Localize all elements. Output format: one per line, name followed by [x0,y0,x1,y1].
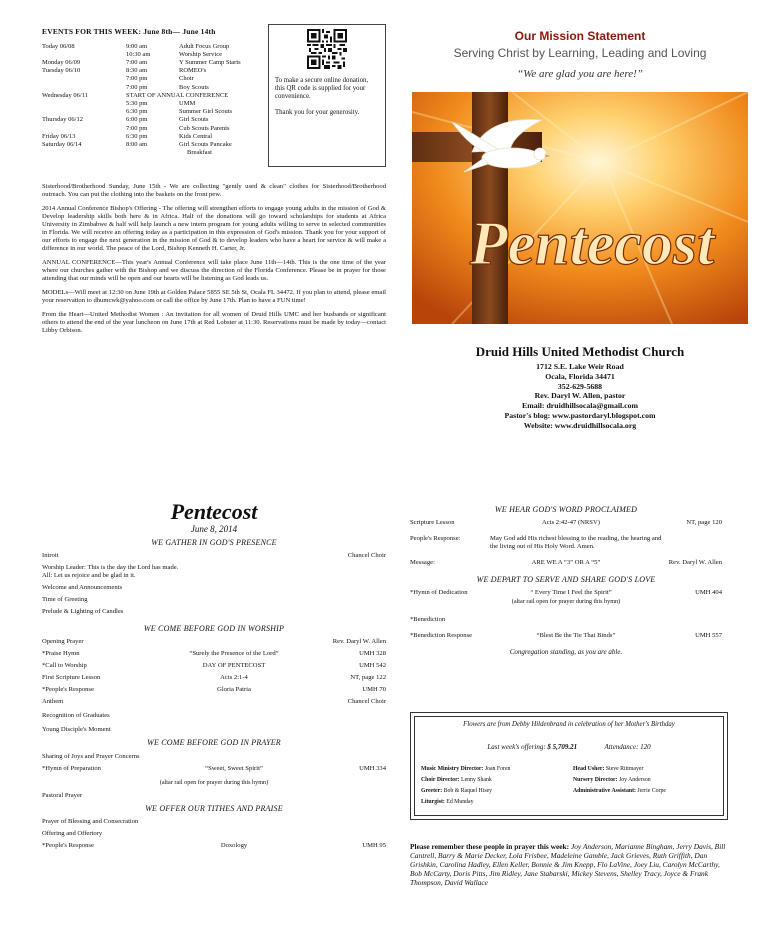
order-row [42,552,386,560]
item-label: *Hymn of Preparation [42,764,101,772]
church-city: Ocala, Florida 34471 [545,371,615,381]
event-time: 6:30 pm [126,108,148,116]
event-time: 6:00 pm [126,116,148,124]
church-phone: 352-629-5688 [557,381,603,391]
service-date: June 8, 2014 [190,524,238,534]
event-time: 7:00 pm [126,124,148,132]
cover-title-text: Pentecost [469,210,715,278]
item-ref: UMH 328 [359,650,386,658]
event-row [42,125,266,133]
section-heading-prayer: WE COME BEFORE GOD IN PRAYER [147,738,281,748]
event-row [42,133,266,141]
call-all-line: All: Let us rejoice and be glad in it. [42,572,136,580]
staff-item [573,776,717,785]
staff-role: Head Usher: [573,765,605,772]
event-name: Breakfast [187,149,212,157]
event-time: 7:00 am [126,59,148,67]
order-row: Time of Greeting [42,596,88,604]
item-title: May God add His richest blessing to the reading, the hearing and the living out of His Holy Word. Amen. [490,535,662,551]
event-name: ROMEO's [179,67,207,75]
offering-value: $ 5,709.21 [547,742,578,751]
offering-attendance [421,743,717,751]
event-time: 7:00 pm [126,83,148,91]
item-ref: UMH 334 [359,764,386,772]
event-name: Girl Scouts Pancake [179,141,232,149]
staff-item [573,765,717,774]
qr-code-icon[interactable] [307,29,347,69]
attendance-value: 120 [640,742,651,751]
staff-person: Steve Rittmayer [605,765,644,772]
order-row: Recognition of Graduates [42,712,110,720]
item-ref: Rev. Daryl W. Allen [332,638,386,646]
event-name: Y Summer Camp Starts [179,59,241,67]
order-row [42,698,386,706]
staff-role: Music Ministry Director: [421,765,484,772]
event-day: Thursday 06/12 [42,116,83,124]
order-row [42,842,386,850]
event-time: 8:00 am [126,141,148,149]
event-day [42,100,126,108]
event-row [42,43,266,51]
events-section [42,28,266,157]
event-name: Cub Scouts Parents [179,124,230,132]
church-pastor: Rev. Daryl W. Allen, pastor [534,391,626,401]
item-ref: Chancel Choir [347,698,386,706]
staff-role: Choir Director: [421,776,460,783]
event-time: 8:30 am [126,67,148,75]
item-title: “Sweet, Sweet Spirit” [205,764,263,772]
event-day [42,51,126,59]
order-row [42,564,386,580]
event-day [42,149,126,157]
order-row [42,638,386,646]
staff-item [421,787,565,796]
call-leader-line: Worship Leader: This is the day the Lord has made. [42,564,179,572]
item-title: Doxology [220,841,248,849]
event-time: 5:30 pm [126,100,148,108]
staff-person: Joy Anderson [618,776,651,783]
event-time: 10:30 am [126,50,151,58]
item-ref: UMH 70 [362,686,386,694]
section-heading-word: WE HEAR GOD'S WORD PROCLAIMED [494,505,638,514]
event-name: Adult Focus Group [179,42,230,50]
event-time [126,149,179,157]
staff-person: Lenny Shank [461,776,492,783]
church-name: Druid Hills United Methodist Church [475,344,685,359]
staff-person: Bob & Raquel Hisey [443,787,493,794]
staff-role: Nursery Director: [573,776,618,783]
order-row [42,765,386,773]
qr-instructions: To make a secure online donation, this QR code is supplied for your convenience. [275,77,369,100]
staff-role: Administrative Assistant: [573,787,636,794]
attendance-label: Attendance: [604,742,639,751]
offering-label: Last week's offering: [487,742,546,751]
event-row [42,108,266,116]
item-title: “Surely the Presence of the Lord” [189,650,279,658]
prayer-lead: Please remember these people in prayer this week: [410,842,570,851]
staff-role: Liturgist: [421,798,445,805]
event-row [42,92,266,100]
church-info [410,345,750,431]
item-label: Anthem [42,698,64,706]
events-title: EVENTS FOR THIS WEEK: June 8th— June 14th [42,27,216,36]
order-row: Welcome and Announcements [42,584,123,592]
event-name: UMM [179,100,196,108]
event-day: Saturday 06/14 [42,141,82,149]
event-day: Tuesday 06/10 [42,67,81,75]
standing-note: Congregation standing, as you are able. [509,647,623,656]
mission-subtitle: Serving Christ by Learning, Leading and Loving [453,45,707,60]
mission-motto: “We are glad you are here!” [517,67,643,80]
event-day [42,125,126,133]
order-row: Prayer of Blessing and Consecration [42,817,139,825]
item-ref: NT, page 120 [686,519,722,527]
item-title: Acts 2:42-47 (NRSV) [542,519,600,527]
event-row [42,116,266,124]
event-row [42,149,266,157]
event-name [228,92,266,100]
altar-note: (altar rail open for prayer during this hymn) [159,778,269,786]
notices-section [42,183,386,341]
notice-annual-conference: ANNUAL CONFERENCE—This year's Annual Conference will take place June 11th—14th. This is the one time of the year where our churches gather with the Bishop and we discuss the direction of the Florida Conference. Please be in prayer for those attending that our minds will be open and our hearts will be listening as God leads us. [42,259,386,282]
prayer-list [410,842,730,887]
item-ref: UMH 95 [362,841,386,849]
event-time: 6:30 pm [126,132,148,140]
order-row [410,632,722,640]
order-of-worship-continued [410,502,722,656]
notice-models: MODELs—Will meet at 12:30 on June 19th at Golden Palace 5855 SE 5th St, Ocala FL 34472. If you plan to attend, please email your reservation to dhumcwk@yahoo.com or call the office by June 17th. Plan to have a FUN time! [42,289,386,304]
item-label: *People's Response [42,841,94,849]
event-row [42,51,266,59]
church-email[interactable]: Email: druidhillsocala@gmail.com [522,401,638,411]
event-time: 9:00 am [126,42,148,50]
mission-title: Our Mission Statement [514,29,646,43]
church-blog[interactable]: Pastor's blog: www.pastordaryl.blogspot.com [504,410,656,420]
order-row [42,650,386,658]
event-name: Choir [179,75,194,83]
altar-note: (altar rail open for prayer during this hymn) [511,598,621,606]
item-title: “Blest Be the Tie That Binds” [536,631,616,639]
section-heading-gather: WE GATHER IN GOD'S PRESENCE [151,538,277,547]
event-row [42,67,266,75]
item-label: *Benediction Response [410,631,473,639]
item-label: First Scripture Lesson [42,674,101,682]
order-row: Prelude & Lighting of Candles [42,608,124,616]
order-of-worship [42,500,386,854]
qr-thanks: Thank you for your generosity. [275,109,360,116]
order-row: Sharing of Joys and Prayer Concerns [42,752,140,760]
order-row: Pastoral Prayer [42,791,83,799]
order-row: *Benediction [410,615,446,623]
item-label: *People's Response [42,686,94,694]
order-row [42,662,386,670]
item-ref: NT, page 122 [350,674,386,682]
event-time: START OF ANNUAL CONFERENCE [126,91,229,99]
staff-person: Jerrie Corpe [637,787,666,794]
cover-illustration [412,92,748,324]
item-title: “ Every Time I Feel the Spirit” [530,589,612,597]
event-name: Girl Scouts [179,116,209,124]
item-label: People's Response: [410,535,461,543]
qr-donation-box [268,24,386,167]
section-heading-worship: WE COME BEFORE GOD IN WORSHIP [143,624,285,634]
event-day [42,84,126,92]
prayer-names: Joy Anderson, Marianne Bingham, Jerry Davis, Bill Cantrell, Barry & Marie Decker, Lola Frisbee, Madeleine Gamble, Jack Grieves, Ruth Griffith, Dan Grishkin, Carolina Hadley, Ellen Keller, Bonnie & Jim Knepp, Flo LaVine, Joey Liu, Carolyn McCarthy, Bob McCarty, Doris Pitts, Jim Ridley, Jane Stabarski, Mickey Stevens, Shelley Tracy, Joyce & Frank Thompson, David Wallace [410,842,726,887]
item-label: *Hymn of Dedication [410,589,468,597]
event-row [42,141,266,149]
event-row [42,75,266,83]
events-list [42,43,266,158]
event-row [42,59,266,67]
item-title: ARE WE A “3” OR A “5” [531,559,601,567]
event-time: 7:00 pm [126,75,148,83]
church-website[interactable]: Website: www.druidhillsocala.org [523,420,637,430]
item-ref: Rev. Daryl W. Allen [668,559,722,567]
event-day: Wednesday 06/11 [42,91,88,99]
order-row [410,589,722,597]
event-row [42,84,266,92]
staff-item [421,798,565,807]
order-row: Offering and Offertory [42,829,103,837]
staff-list [421,765,717,807]
item-label: Message: [410,559,435,567]
item-label: Introit [42,552,59,560]
church-address: 1712 S.E. Lake Weir Road [536,361,624,371]
staff-person: Ed Munday [446,798,474,805]
item-label: Scripture Lesson [410,519,455,527]
section-heading-depart: WE DEPART TO SERVE AND SHARE GOD'S LOVE [476,575,656,585]
staff-item [421,776,565,785]
order-row [410,519,722,527]
notice-sisterhood: Sisterhood/Brotherhood Sunday, June 15th - We are collecting "gently used & clean" clothes for Sisterhood/Brotherhood outreach. You can put the clothing into the baskets on the front pew. [42,183,386,198]
info-box [410,712,728,820]
item-title: Acts 2:1-4 [220,674,248,682]
event-day: Today 06/08 [42,42,75,50]
mission-section [410,30,750,80]
event-day: Monday 06/09 [42,59,81,67]
event-day [42,75,126,83]
item-label: Opening Prayer [42,638,84,646]
staff-person: Joan Foren [484,765,511,772]
order-row [42,674,386,682]
section-heading-tithes: WE OFFER OUR TITHES AND PRAISE [145,803,283,813]
event-day [42,108,126,116]
info-box-inner [414,716,724,816]
flowers-note: Flowers are from Debby Hildenbrand in celebration of her Mother's Birthday [463,721,675,728]
item-label: *Call to Worship [42,662,87,670]
staff-item [421,765,565,774]
pentecost-cover-image [412,92,748,324]
item-ref: UMH 557 [695,631,722,639]
notice-umw: From the Heart—United Methodist Women : An invitation for all women of Druid Hills UMC and her husbands or significant others to attend the end of the year luncheon on June 17th at Red Lobster at 11:30. Reservations must be made by today—contact Libby Orbison. [42,311,386,334]
event-name: Boy Scouts [179,83,209,91]
event-name: Worship Service [179,50,222,58]
event-row [42,100,266,108]
staff-role: Greeter: [421,787,443,794]
order-row [410,559,722,567]
event-name: Kids Central [179,132,213,140]
item-title: DAY OF PENTECOST [202,662,266,670]
order-row [410,535,722,551]
item-ref: UMH 404 [695,589,722,597]
service-title: Pentecost [170,499,258,524]
item-ref: UMH 542 [359,662,386,670]
event-day: Friday 06/13 [42,132,76,140]
order-row: Young Disciple's Moment [42,726,111,734]
item-ref: Chancel Choir [347,552,386,560]
order-row [42,686,386,694]
item-label: *Praise Hymn [42,650,80,658]
notice-bishops-offering: 2014 Annual Conference Bishop's Offering - The offering will strengthen efforts to engage young adults in the mission of God & Develop leadership skills both here & in Africa. Half of the donations will go toward scholarships for students at Africa University in Zimbabwe & half will help launch a new intern program for young adults willing to serve in selected communities in Florida. We will receive an offering today as a participation in this expression of God's mission. Thank you for your support of our efforts to engage the next generation in the mission of God & to develop leaders who have a heart for service & will make a difference in our world. The peace of the Lord, Bishop Kenneth H. Carter, Jr. [42,205,386,252]
staff-item [573,787,717,796]
item-title: Gloria Patria [217,686,251,694]
event-name: Summer Girl Scouts [179,108,233,116]
